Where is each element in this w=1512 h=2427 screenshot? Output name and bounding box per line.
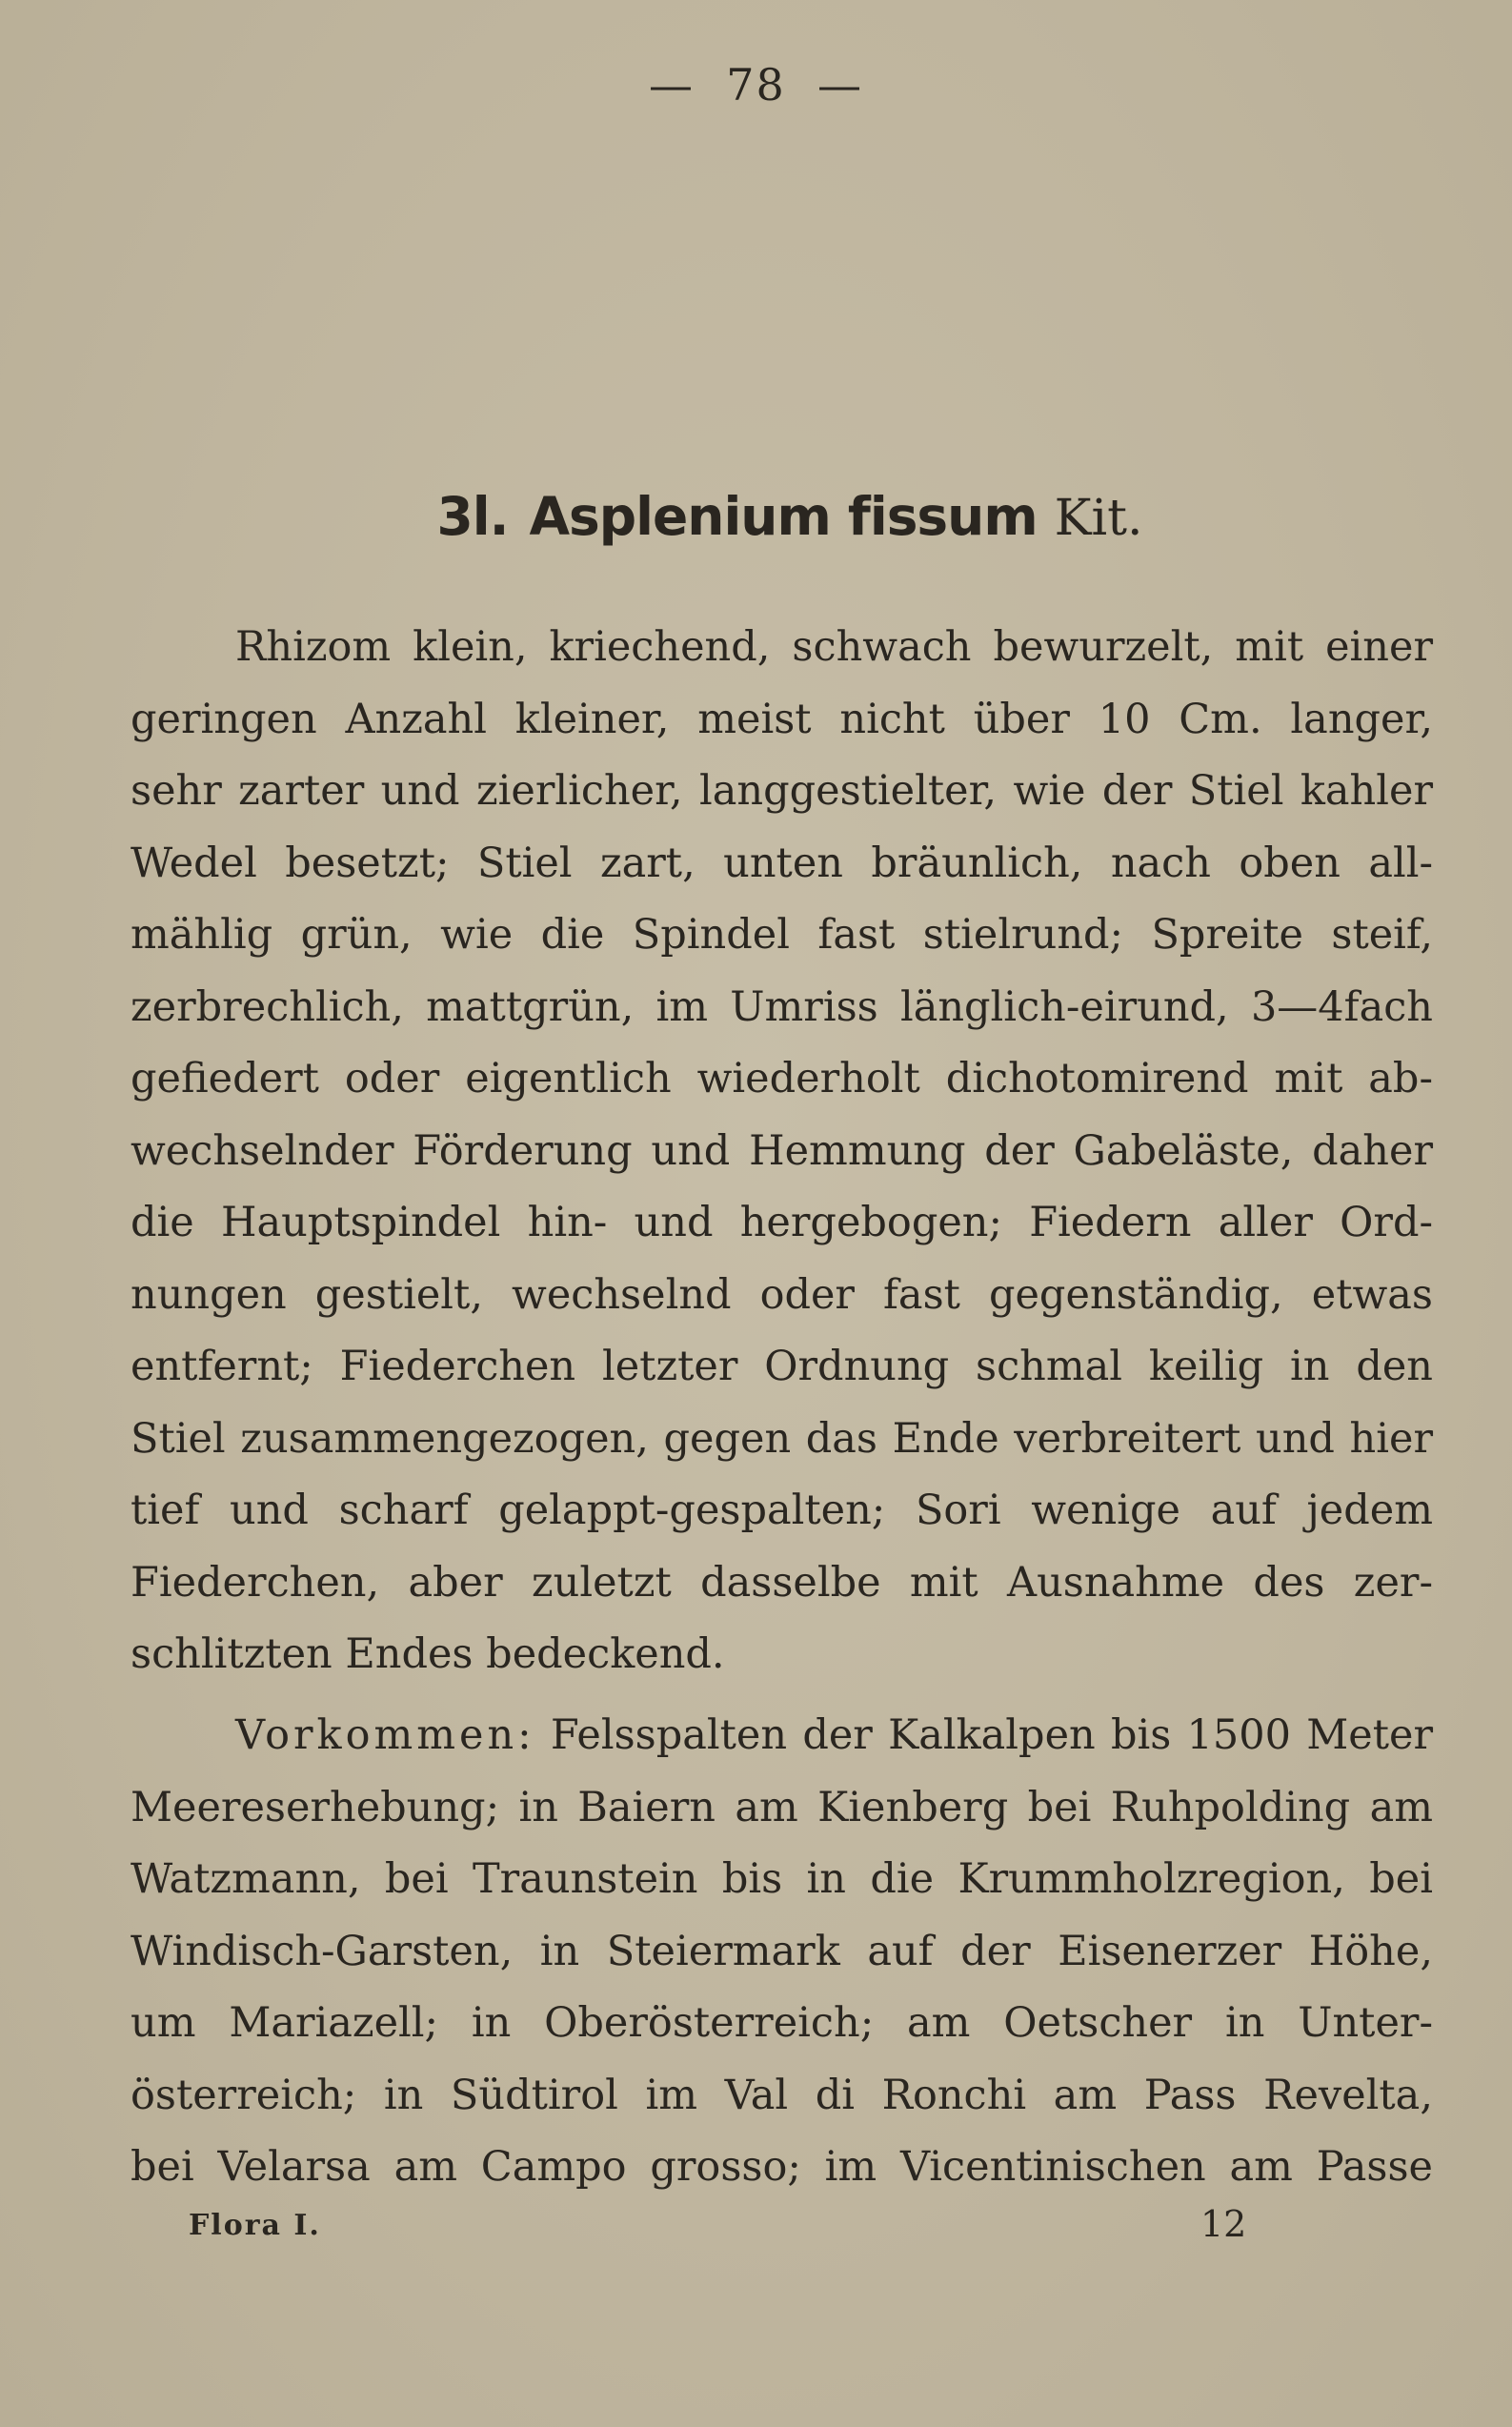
text-line: zerbrechlich, mattgrün, im Umriss länglich-eirund, 3—4fach: [131, 982, 1433, 1031]
text-line: österreich; in Südtirol im Val di Ronchi am Pass Revelta,: [131, 2071, 1433, 2119]
text-line: Rhizom klein, kriechend, schwach bewurzelt, mit einer: [235, 623, 1433, 671]
text-line: gefiedert oder eigentlich wiederholt dichotomirend mit ab-: [131, 1055, 1433, 1102]
occurrence-first-line: Felsspalten der Kalkalpen bis 1500 Meter: [550, 1711, 1433, 1759]
species-author: Kit.: [1054, 490, 1143, 547]
description-paragraph: [131, 612, 1433, 1691]
text-line: Watzmann, bei Traunstein bis in die Krummholzregion, bei: [131, 1855, 1433, 1903]
page-number: — 78 —: [648, 59, 864, 111]
footer-signature: Flora I.: [189, 2209, 321, 2242]
species-title: Asplenium fissum: [529, 486, 1038, 547]
text-line: Stiel zusammengezogen, gegen das Ende verbreitert und hier: [131, 1414, 1433, 1463]
text-line: um Mariazell; in Oberösterreich; am Oetscher in Unter-: [131, 1999, 1433, 2047]
text-line: Wedel besetzt; Stiel zart, unten bräunlich, nach oben all-: [131, 839, 1433, 887]
text-line: geringen Anzahl kleiner, meist nicht über 10 Cm. langer,: [131, 695, 1433, 743]
text-line: tief und scharf gelappt-gespalten; Sori wenige auf jedem: [131, 1487, 1433, 1534]
text-line: wechselnder Förderung und Hemmung der Gabeläste, daher: [131, 1126, 1433, 1175]
text-line: [131, 1700, 1433, 1772]
text-line: Meereserhebung; in Baiern am Kienberg bei Ruhpolding am: [131, 1783, 1433, 1831]
occurrence-paragraph: [131, 1700, 1433, 2204]
text-line: die Hauptspindel hin- und hergebogen; Fiedern aller Ord-: [131, 1199, 1433, 1246]
footer-sheet-number: 12: [1200, 2203, 1247, 2245]
page-footer: [0, 2203, 1512, 2256]
text-line: Fiederchen, aber zuletzt dasselbe mit Ausnahme des zer-: [131, 1558, 1433, 1607]
text-line: sehr zarter und zierlicher, langgestielter, wie der Stiel kahler: [131, 767, 1433, 815]
text-line: bei Velarsa am Campo grosso; im Vicentinischen am Passe: [131, 2143, 1433, 2191]
species-heading: [0, 486, 1512, 547]
text-line: mählig grün, wie die Spindel fast stielrund; Spreite steif,: [131, 911, 1433, 959]
text-line: Windisch-Garsten, in Steiermark auf der Eisenerzer Höhe,: [131, 1927, 1433, 1975]
text-line: entfernt; Fiederchen letzter Ordnung schmal keilig in den: [131, 1343, 1433, 1390]
text-line: nungen gestielt, wechselnd oder fast gegenständig, etwas: [131, 1270, 1433, 1319]
species-number: 3l.: [436, 486, 509, 547]
occurrence-label: Vorkommen:: [235, 1711, 535, 1759]
text-line: schlitzten Endes bedeckend.: [131, 1630, 725, 1678]
